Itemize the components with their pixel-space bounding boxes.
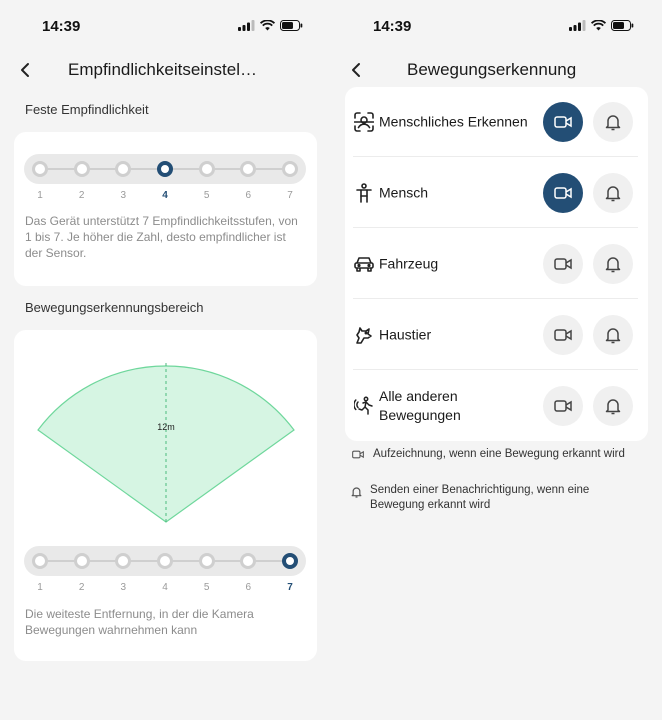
- record-toggle[interactable]: [543, 102, 583, 142]
- notification-toggle[interactable]: [593, 315, 633, 355]
- slider-stop-1[interactable]: [32, 161, 48, 177]
- slider-tick-label: 6: [245, 190, 252, 201]
- status-icons: [238, 20, 303, 31]
- status-time: 14:39: [42, 18, 81, 35]
- record-toggle[interactable]: [543, 173, 583, 213]
- slider-tick-label: 5: [203, 190, 210, 201]
- distance-label: 12m: [157, 422, 175, 432]
- slider-tick-label: 3: [120, 582, 127, 593]
- page-title: Empfindlichkeitseinstel…: [68, 60, 257, 79]
- status-time: 14:39: [373, 18, 412, 35]
- slider-stop-6[interactable]: [240, 553, 256, 569]
- page-title: Bewegungserkennung: [407, 60, 577, 79]
- face-scan-icon: [353, 111, 375, 133]
- slider-tick-label: 1: [37, 582, 43, 593]
- slider-tick-label: 1: [37, 190, 43, 201]
- record-toggle[interactable]: [543, 386, 583, 426]
- pet-icon: [353, 324, 375, 346]
- legend-notify-text: Senden einer Benachrichtigung, wenn eine Bewegung erkannt wird: [370, 484, 590, 511]
- back-button[interactable]: [345, 56, 367, 84]
- slider-stop-4[interactable]: [157, 161, 173, 177]
- fixed-sensitivity-card: [14, 132, 317, 286]
- bell-icon: [605, 326, 621, 344]
- record-toggle[interactable]: [543, 315, 583, 355]
- battery-icon: [611, 20, 634, 31]
- bell-icon: [605, 113, 621, 131]
- status-bar: [0, 16, 331, 38]
- video-camera-icon: [554, 258, 572, 270]
- divider: [353, 298, 638, 299]
- detection-fan-diagram: [14, 330, 317, 540]
- back-button[interactable]: [14, 56, 36, 84]
- slider-stop-7[interactable]: [282, 553, 298, 569]
- list-item-label: Haustier: [379, 326, 432, 343]
- wifi-icon: [591, 20, 606, 31]
- notification-toggle[interactable]: [593, 244, 633, 284]
- list-item-label: Alle anderen Bewegungen: [379, 388, 461, 423]
- slider-stop-4[interactable]: [157, 553, 173, 569]
- motion-detection-screen: [331, 0, 662, 720]
- bell-icon: [605, 255, 621, 273]
- slider-tick-label: 4: [162, 190, 168, 201]
- range-description: Die weiteste Entfernung, in der die Kamera Bewegungen wahrnehmen kann: [25, 607, 254, 637]
- bell-icon: [605, 397, 621, 415]
- fixed-sensitivity-label: Feste Empfindlichkeit: [25, 102, 149, 117]
- list-item-vehicle: [345, 229, 648, 299]
- divider: [353, 227, 638, 228]
- list-item-label: Mensch: [379, 184, 429, 201]
- slider-tick-label: 2: [78, 190, 85, 201]
- slider-stop-3[interactable]: [115, 161, 131, 177]
- status-icons: [569, 20, 634, 31]
- video-camera-icon: [554, 400, 572, 412]
- signal-icon: [238, 20, 255, 31]
- slider-stop-2[interactable]: [74, 553, 90, 569]
- slider-stop-6[interactable]: [240, 161, 256, 177]
- sensitivity-slider[interactable]: [24, 154, 306, 184]
- slider-tick-label: 6: [245, 582, 252, 593]
- slider-tick-label: 2: [78, 582, 85, 593]
- detection-range-label: Bewegungserkennungsbereich: [25, 300, 204, 315]
- legend-notify: [351, 483, 640, 513]
- detection-range-card: [14, 330, 317, 661]
- video-camera-icon: [554, 187, 572, 199]
- bell-icon: [605, 184, 621, 202]
- slider-tick-label: 7: [287, 190, 293, 201]
- record-toggle[interactable]: [543, 244, 583, 284]
- video-camera-icon: [554, 329, 572, 341]
- signal-icon: [569, 20, 586, 31]
- detection-types-list: [345, 87, 648, 441]
- legend-record: [351, 447, 640, 462]
- slider-stop-2[interactable]: [74, 161, 90, 177]
- battery-icon: [280, 20, 303, 31]
- list-item-other-motion: [345, 371, 648, 441]
- slider-stop-7[interactable]: [282, 161, 298, 177]
- wifi-icon: [260, 20, 275, 31]
- slider-stop-5[interactable]: [199, 161, 215, 177]
- motion-icon: [353, 395, 375, 417]
- list-item-label: Menschliches Erkennen: [379, 113, 528, 130]
- status-bar: [331, 16, 662, 38]
- divider: [353, 369, 638, 370]
- nav-bar: [0, 56, 331, 84]
- slider-tick-label: 4: [162, 582, 168, 593]
- slider-tick-label: 5: [203, 582, 210, 593]
- chevron-left-icon: [351, 62, 361, 78]
- slider-stop-1[interactable]: [32, 553, 48, 569]
- slider-tick-label: 3: [120, 190, 127, 201]
- video-camera-icon: [554, 116, 572, 128]
- slider-stop-3[interactable]: [115, 553, 131, 569]
- divider: [353, 156, 638, 157]
- slider-stop-5[interactable]: [199, 553, 215, 569]
- list-item-person: [345, 158, 648, 228]
- list-item-human-recognition: [345, 87, 648, 157]
- legend-record-text: Aufzeichnung, wenn eine Bewegung erkannt wird: [373, 448, 625, 460]
- person-icon: [353, 182, 375, 204]
- list-item-pet: [345, 300, 648, 370]
- slider-tick-label: 7: [287, 582, 293, 593]
- sensitivity-description: Das Gerät unterstützt 7 Empfindlichkeitsstufen, von 1 bis 7. Je höher die Zahl, desto empfindlicher ist der Sensor.: [25, 214, 298, 260]
- chevron-left-icon: [20, 62, 30, 78]
- car-icon: [353, 253, 375, 275]
- nav-bar: [331, 56, 662, 84]
- notification-toggle[interactable]: [593, 173, 633, 213]
- list-item-label: Fahrzeug: [379, 255, 439, 272]
- notification-toggle[interactable]: [593, 102, 633, 142]
- notification-toggle[interactable]: [593, 386, 633, 426]
- video-camera-icon: [351, 450, 365, 459]
- range-slider[interactable]: [24, 546, 306, 576]
- bell-icon: [351, 486, 362, 498]
